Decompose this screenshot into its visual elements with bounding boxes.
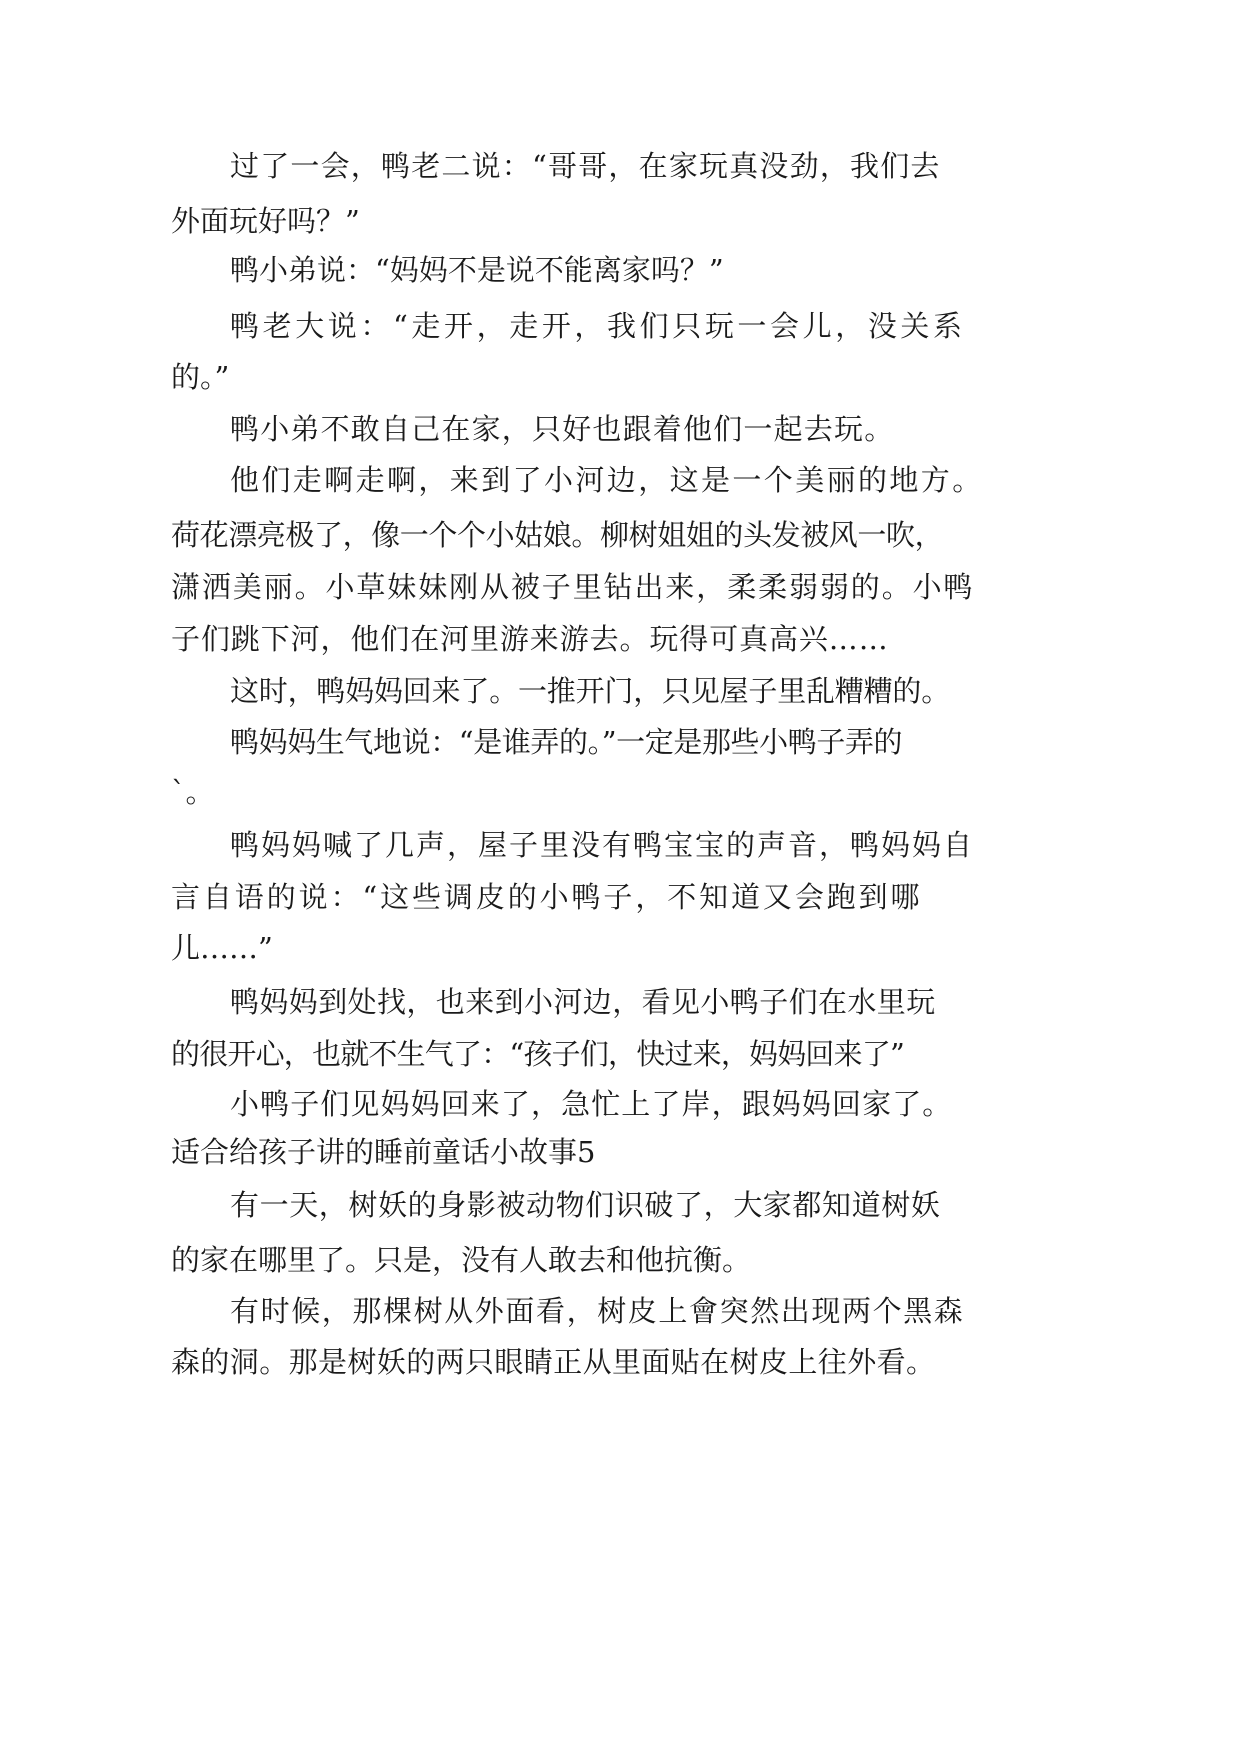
text-line: 森的洞。那是树妖的两只眼睛正从里面贴在树皮上往外看。 [171,1345,936,1379]
text-line: 有时候，那棵树从外面看，树皮上會突然出现两个黑森 [230,1294,965,1328]
text-line: 言自语的说：“这些调皮的小鸭子，不知道又会跑到哪 [171,880,923,914]
text-line: 外面玩好吗？” [171,204,360,238]
text-line: 有一天，树妖的身影被动物们识破了，大家都知道树妖 [230,1188,941,1222]
text-line: 鸭小弟不敢自己在家，只好也跟着他们一起去玩。 [230,412,895,446]
text-line: 鸭老大说：“走开，走开，我们只玩一会儿，没关系 [230,309,966,343]
text-line: 鸭小弟说：“妈妈不是说不能离家吗？” [230,253,724,287]
text-line: 子们跳下河，他们在河里游来游去。玩得可真高兴…… [171,622,889,656]
text-line: 的家在哪里了。只是，没有人敢去和他抗衡。 [171,1243,752,1277]
text-line: 的很开心，也就不生气了：“孩子们，快过来，妈妈回来了” [171,1037,905,1071]
text-line: `。 [171,775,215,809]
text-line: 的。” [171,360,230,394]
section-heading: 适合给孩子讲的睡前童话小故事5 [171,1135,596,1169]
text-line: 他们走啊走啊，来到了小河边，这是一个美丽的地方。 [230,463,984,497]
text-line: 小鸭子们见妈妈回来了，急忙上了岸，跟妈妈回家了。 [230,1087,953,1121]
text-line: 鸭妈妈到处找，也来到小河边，看见小鸭子们在水里玩 [230,985,936,1019]
text-line: 儿……” [171,931,273,965]
text-line: 荷花漂亮极了，像一个个小姑娘。柳树姐姐的头发被风一吹， [171,518,944,552]
text-line: 鸭妈妈生气地说：“是谁弄的。”一定是那些小鸭子弄的 [230,725,903,759]
text-line: 过了一会，鸭老二说：“哥哥，在家玩真没劲，我们去 [230,149,941,183]
text-line: 鸭妈妈喊了几声，屋子里没有鸭宝宝的声音，鸭妈妈自 [230,828,975,862]
text-line: 潇洒美丽。小草妹妹刚从被子里钻出来，柔柔弱弱的。小鸭 [171,570,975,604]
text-line: 这时，鸭妈妈回来了。一推开门，只见屋子里乱糟糟的。 [230,674,951,708]
